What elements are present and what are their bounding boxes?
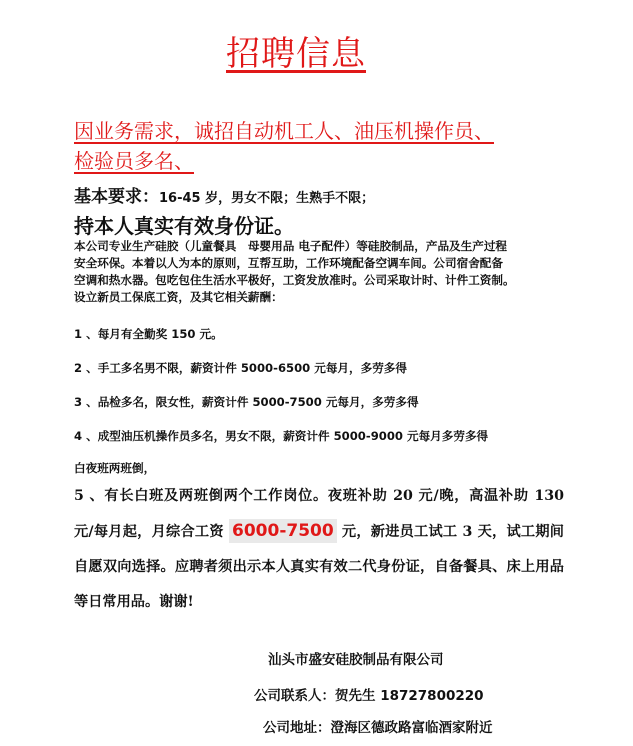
item-5-text-after: 元，新进员工试工 3 天，试工期间自愿双向选择。应聘者须出示本人真实有效二代身份证，自备餐具、床上用品等日常用品。谢谢!: [74, 524, 564, 610]
item-5-paragraph: [74, 479, 564, 620]
address-label: 公司地址：: [263, 720, 331, 736]
shift-note: 白夜班两班倒，: [74, 461, 156, 475]
id-requirement: 持本人真实有效身份证。: [74, 214, 294, 238]
list-item-manual-worker: 2 、手工多名男不限，薪资计件 5000-6500 元每月，多劳多得: [74, 361, 407, 375]
salary-highlight: 6000-7500: [229, 519, 337, 543]
contact-line: [254, 684, 484, 704]
list-item-attendance: 1 、每月有全勤奖 150 元。: [74, 327, 223, 341]
page-title: 招聘信息: [226, 34, 366, 74]
basic-requirements-label: 基本要求：: [74, 187, 159, 207]
basic-requirements-text: 16-45 岁，男女不限；生熟手不限；: [159, 191, 375, 206]
list-item-inspector: 3 、品检多名，限女性，薪资计件 5000-7500 元每月，多劳多得: [74, 395, 419, 409]
intro-line: 设立新员工保底工资，及其它相关薪酬：: [74, 290, 283, 304]
address-value: 澄海区德政路富临酒家附近: [330, 720, 493, 736]
intro-line: 本公司专业生产硅胶（儿童餐具 母婴用品 电子配件）等硅胶制品，产品及生产过程: [74, 239, 508, 253]
company-intro: [74, 238, 584, 306]
item-5-text-before: 5 、有长白班及两班倒两个工作岗位。夜班补助 20 元/晚，高温补助 130 元/每月起，月综合工资: [74, 488, 564, 540]
intro-line: 空调和热水器。包吃包住生活水平极好，工资发放准时。公司采取计时、计件工资制。: [74, 273, 515, 287]
list-item-press-operator: 4 、成型油压机操作员多名，男女不限，薪资计件 5000-9000 元每月多劳多得: [74, 429, 489, 443]
contact-phone: 18727800220: [380, 688, 484, 704]
contact-label: 公司联系人：: [254, 688, 335, 704]
basic-requirements: [74, 182, 374, 207]
headline-line-1: 因业务需求，诚招自动机工人、油压机操作员、: [74, 119, 494, 143]
address-line: [263, 716, 493, 736]
contact-name: 贺先生: [335, 688, 376, 704]
company-name: 汕头市盛安硅胶制品有限公司: [268, 652, 444, 668]
intro-line: 安全环保。本着以人为本的原则，互帮互助，工作环境配备空调车间。公司宿舍配备: [74, 256, 503, 270]
headline-line-2: 检验员多名、: [74, 149, 194, 173]
